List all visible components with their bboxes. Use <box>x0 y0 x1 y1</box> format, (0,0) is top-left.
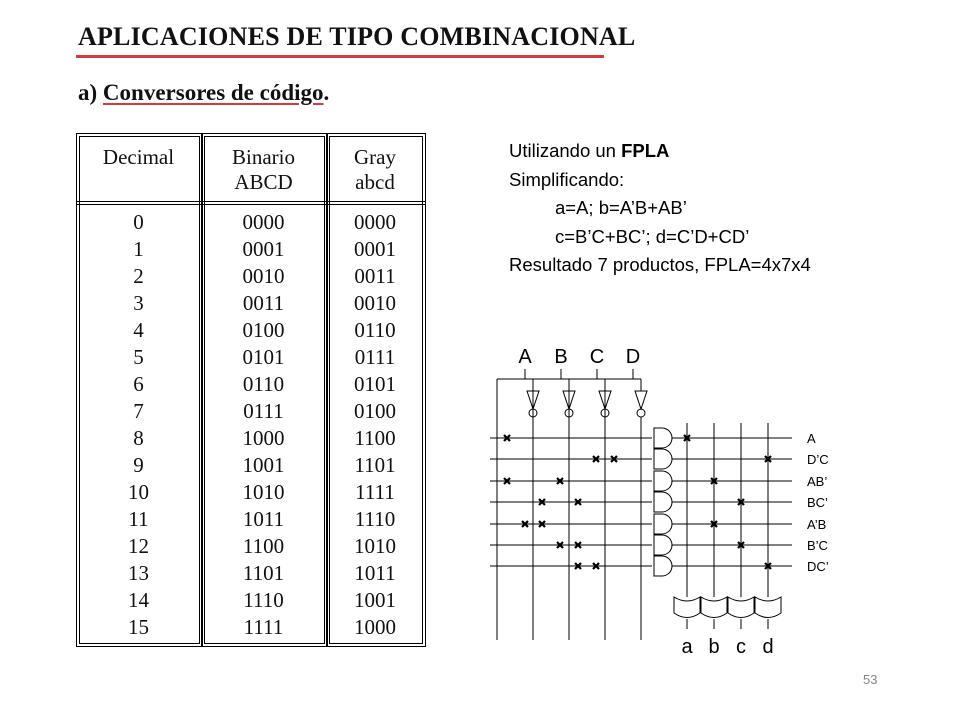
note-line-2: Simplificando: <box>509 168 625 190</box>
and-gate <box>654 471 672 491</box>
header-binary-line2: ABCD <box>234 170 293 194</box>
slide-title: APLICACIONES DE TIPO COMBINACIONAL <box>78 22 636 51</box>
inverter-triangle <box>635 391 647 409</box>
gray-cell: 0110 <box>354 318 396 342</box>
term-label: AB’ <box>807 474 828 489</box>
binary-cell: 0110 <box>242 372 285 396</box>
binary-cell: 1011 <box>242 507 285 531</box>
decimal-cell: 8 <box>133 426 144 450</box>
fpla-diagram <box>480 335 860 665</box>
binary-cell: 0111 <box>243 399 284 423</box>
binary-cell: 0101 <box>242 345 285 369</box>
decimal-cell: 5 <box>133 345 144 369</box>
binary-cell: 1001 <box>242 453 285 477</box>
or-gate <box>755 597 781 618</box>
input-label: B <box>554 346 568 368</box>
header-binary <box>201 145 326 195</box>
note-line-4: c=B’C+BC’; d=C’D+CD’ <box>555 225 750 247</box>
binary-cell: 0100 <box>242 318 285 342</box>
binary-values <box>201 209 326 641</box>
subtitle-suffix: . <box>323 80 330 105</box>
decimal-cell: 13 <box>128 561 149 585</box>
binary-cell: 1101 <box>242 561 285 585</box>
output-label: c <box>736 636 746 658</box>
gray-cell: 0111 <box>354 345 396 369</box>
gray-cell: 0011 <box>354 264 396 288</box>
note-line-3: a=A; b=A’B+AB’ <box>555 197 687 219</box>
input-label: D <box>625 346 641 368</box>
gray-cell: 1001 <box>354 588 396 612</box>
gray-cell: 1101 <box>354 453 396 477</box>
output-label: d <box>762 636 774 658</box>
gray-cell: 0101 <box>354 372 396 396</box>
and-gate <box>654 449 672 469</box>
header-separator-inner <box>76 204 426 205</box>
note-line-1 <box>509 137 811 166</box>
notes-block <box>509 137 811 280</box>
decimal-cell: 0 <box>133 210 144 234</box>
binary-cell: 1100 <box>242 534 285 558</box>
and-gate <box>654 428 672 448</box>
binary-cell: 1010 <box>242 480 285 504</box>
subtitle-underlined: Conversores de código <box>102 80 324 105</box>
gray-cell: 0010 <box>354 291 396 315</box>
gray-values <box>326 209 424 641</box>
note-line-5: Resultado 7 productos, FPLA=4x7x4 <box>509 254 811 276</box>
gray-cell: 1111 <box>355 480 395 504</box>
gray-cell: 1011 <box>354 561 396 585</box>
header-gray-line1: Gray <box>354 145 396 169</box>
output-label: a <box>681 636 693 658</box>
title-underline <box>76 55 604 58</box>
decimal-cell: 7 <box>133 399 144 423</box>
gray-cell: 0100 <box>354 399 396 423</box>
page-number: 53 <box>863 672 878 687</box>
term-label: B’C <box>807 538 828 553</box>
output-label: b <box>708 636 720 658</box>
binary-cell: 0000 <box>242 210 285 234</box>
header-gray-line2: abcd <box>355 170 395 194</box>
subtitle-prefix: a) <box>78 80 103 105</box>
section-subtitle <box>78 80 329 106</box>
binary-cell: 0001 <box>242 237 285 261</box>
gray-cell: 1000 <box>354 615 396 639</box>
binary-cell: 1110 <box>243 588 284 612</box>
decimal-cell: 12 <box>128 534 149 558</box>
term-label: A’B <box>807 517 827 532</box>
header-binary-line1: Binario <box>232 145 295 169</box>
decimal-cell: 14 <box>128 588 149 612</box>
note-line-1-text: Utilizando un <box>509 140 622 161</box>
header-decimal: Decimal <box>102 145 175 169</box>
term-label: D’C <box>807 452 829 467</box>
term-label: A <box>807 431 816 446</box>
and-gate <box>654 492 672 512</box>
gray-cell: 1110 <box>354 507 396 531</box>
decimal-cell: 9 <box>133 453 144 477</box>
gray-cell: 0001 <box>354 237 396 261</box>
decimal-cell: 3 <box>133 291 144 315</box>
decimal-cell: 2 <box>133 264 144 288</box>
binary-cell: 1111 <box>243 615 284 639</box>
binary-cell: 0010 <box>242 264 285 288</box>
decimal-values <box>76 209 201 641</box>
binary-cell: 0011 <box>242 291 285 315</box>
gray-cell: 0000 <box>354 210 396 234</box>
decimal-cell: 15 <box>128 615 149 639</box>
binary-cell: 1000 <box>242 426 285 450</box>
gray-cell: 1010 <box>354 534 396 558</box>
header-gray <box>326 145 424 195</box>
and-gate <box>654 514 672 534</box>
term-label: DC’ <box>807 559 829 574</box>
decimal-cell: 4 <box>133 318 144 342</box>
and-gate <box>654 535 672 555</box>
and-gate <box>654 556 672 576</box>
decimal-cell: 6 <box>133 372 144 396</box>
note-line-1-bold: FPLA <box>621 140 670 161</box>
input-label: C <box>589 346 605 368</box>
or-gate <box>728 597 754 618</box>
decimal-cell: 1 <box>133 237 144 261</box>
code-conversion-table <box>76 133 426 647</box>
header-separator <box>76 201 426 202</box>
term-label: BC’ <box>807 495 828 510</box>
decimal-cell: 10 <box>128 480 149 504</box>
decimal-cell: 11 <box>128 507 149 531</box>
or-gate <box>674 597 700 618</box>
gray-cell: 1100 <box>354 426 396 450</box>
or-gate <box>701 597 727 618</box>
input-label: A <box>518 346 532 368</box>
